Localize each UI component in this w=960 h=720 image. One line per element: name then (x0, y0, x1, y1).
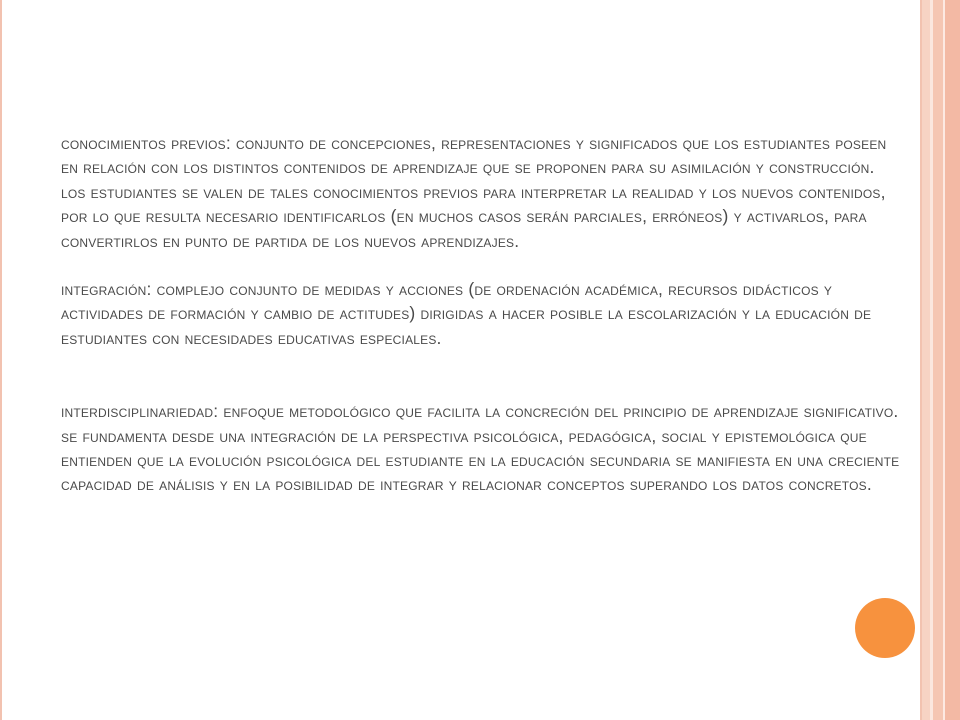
definition-text: complejo conjunto de medidas y acciones (de ordenación académica, recursos didácticos y actividades de formación y cambio de actitudes) dirigidas a hacer posible la escolarización y la educación de estudiantes con necesidades educativas especiales. (61, 279, 872, 348)
decorative-side-bands (922, 0, 960, 720)
definition-text: enfoque metodológico que facilita la concreción del principio de aprendizaje significativo. se fundamenta desde una integración de la perspectiva psicológica, pedagógica, social y epistemológica que entienden que la evolución psicológica del estudiante en la educación secundaria se manifiesta en una creciente capacidad de análisis y en la posibilidad de integrar y relacionar conceptos superando los datos concretos. (61, 401, 900, 495)
glossary-content (61, 131, 901, 497)
definition-term: conocimientos previos: (61, 133, 231, 153)
orange-circle-decoration (855, 598, 915, 658)
definition-integracion (61, 277, 901, 350)
definition-term: interdisciplinariedad: (61, 401, 219, 422)
definition-conocimientos-previos (61, 131, 901, 253)
definition-term: integración: (61, 279, 152, 300)
definition-text: conjunto de concepciones, representaciones y significados que los estudiantes poseen en relación con los distintos contenidos de aprendizaje que se proponen para su asimilación y construcción. los estudiantes se valen de tales conocimientos previos para interpretar la realidad y los nuevos contenidos, por lo que resulta necesario identificarlos (en muchos casos serán parciales, erróneos) y activarlos, para convertirlos en punto de partida de los nuevos aprendizajes. (61, 133, 887, 251)
definition-interdisciplinariedad (61, 399, 901, 497)
